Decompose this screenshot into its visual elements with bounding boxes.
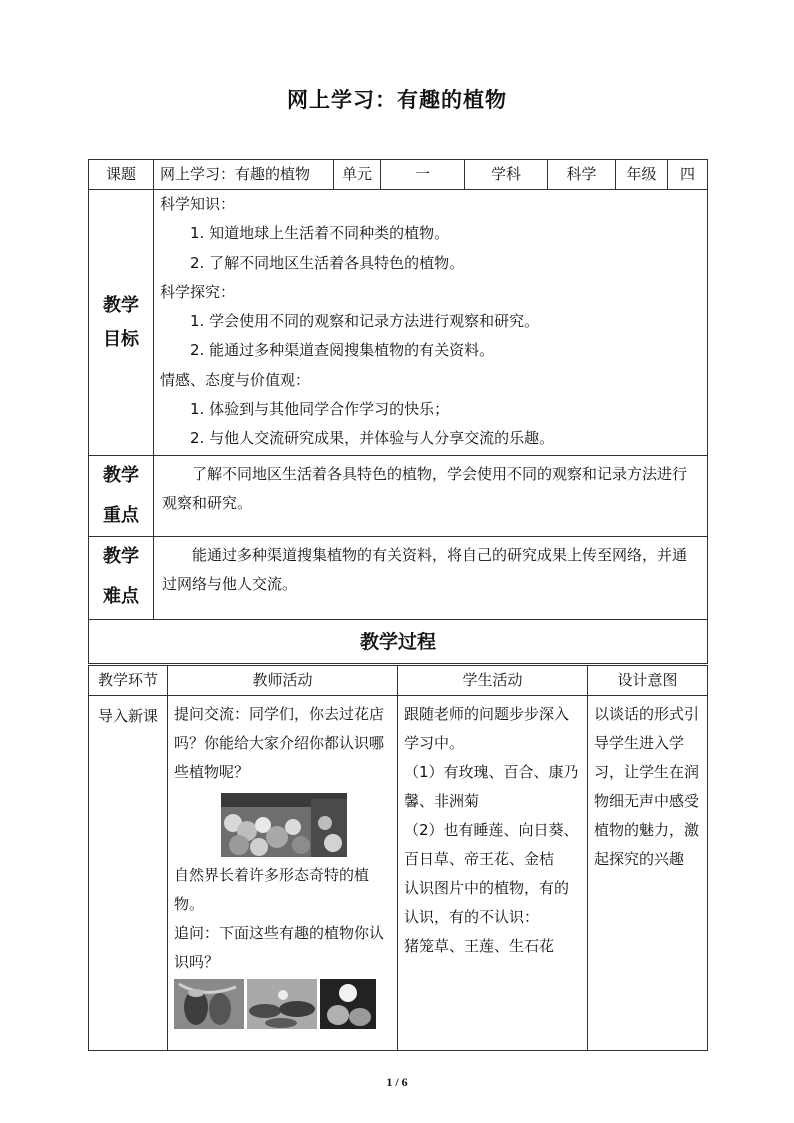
column-header: 教师活动 [168,666,398,696]
student-activity [398,696,588,1051]
flower-shop-photo [221,793,347,857]
teacher-activity [168,696,398,1051]
grade-value: 四 [668,160,708,190]
student-text: （2）也有睡莲、向日葵、百日草、帝王花、金桔 [404,821,579,868]
teacher-text: 追问：下面这些有趣的植物你认识吗？ [174,924,385,971]
teacher-text: 自然界长着许多形态奇特的植物。 [174,866,370,913]
student-text: （1）有玫瑰、百合、康乃馨、非洲菊 [404,763,579,810]
giant-water-lily-photo [247,979,317,1029]
student-text: 猪笼草、王莲、生石花 [404,937,555,955]
goals-line: 1. 知道地球上生活着不同种类的植物。 [190,224,450,243]
goals-line: 情感、态度与价值观： [160,370,311,389]
goals-line: 1. 学会使用不同的观察和记录方法进行观察和研究。 [190,312,540,331]
teacher-text: 提问交流：同学们，你去过花店吗？你能给大家介绍你都认识哪些植物呢？ [174,705,385,781]
unit-label: 单元 [334,160,381,190]
goals-line: 科学知识： [160,195,236,213]
process-table [88,665,708,1051]
course-value: 网上学习：有趣的植物 [154,160,334,190]
student-text: 跟随老师的问题步步深入学习中。 [404,705,570,752]
key-points-text: 了解不同地区生活着各具特色的植物，学会使用不同的观察和记录方法进行观察和研究。 [154,456,708,537]
column-header: 设计意图 [588,666,708,696]
grade-label: 年级 [616,160,668,190]
column-header: 教学环节 [89,666,168,696]
goals-label: 教学 目标 [89,190,154,456]
goals-line: 2. 了解不同地区生活着各具特色的植物。 [190,253,465,272]
design-intent: 以谈话的形式引导学生进入学习，让学生在润物细无声中感受植物的魅力，激起探究的兴趣 [588,696,708,1051]
course-label: 课题 [89,160,154,190]
goals-line: 2. 能通过多种渠道查阅搜集植物的有关资料。 [190,341,495,360]
student-text: 认识图片中的植物，有的认识，有的不认识： [404,879,570,926]
stage-cell: 导入新课 [89,696,168,1051]
difficulties-label: 教学 难点 [89,537,154,620]
column-header: 学生活动 [398,666,588,696]
plant-photos [174,979,393,1029]
process-heading: 教学过程 [89,620,708,664]
living-stone-photo [320,979,376,1029]
difficulties-text: 能通过多种渠道搜集植物的有关资料，将自己的研究成果上传至网络，并通过网络与他人交流。 [154,537,708,620]
subject-value: 科学 [548,160,616,190]
pitcher-plant-photo [174,979,244,1029]
unit-value: 一 [381,160,465,190]
goals-line: 科学探究： [160,282,236,301]
lesson-info-table [88,159,708,664]
subject-label: 学科 [465,160,548,190]
goals-line: 2. 与他人交流研究成果，并体验与人分享交流的乐趣。 [190,429,555,448]
key-points-label: 教学 重点 [89,456,154,537]
page-number: 1 / 6 [386,1075,408,1089]
goals-content [154,190,708,456]
goals-line: 1. 体验到与其他同学合作学习的快乐； [190,400,450,419]
document-title: 网上学习：有趣的植物 [287,88,507,112]
